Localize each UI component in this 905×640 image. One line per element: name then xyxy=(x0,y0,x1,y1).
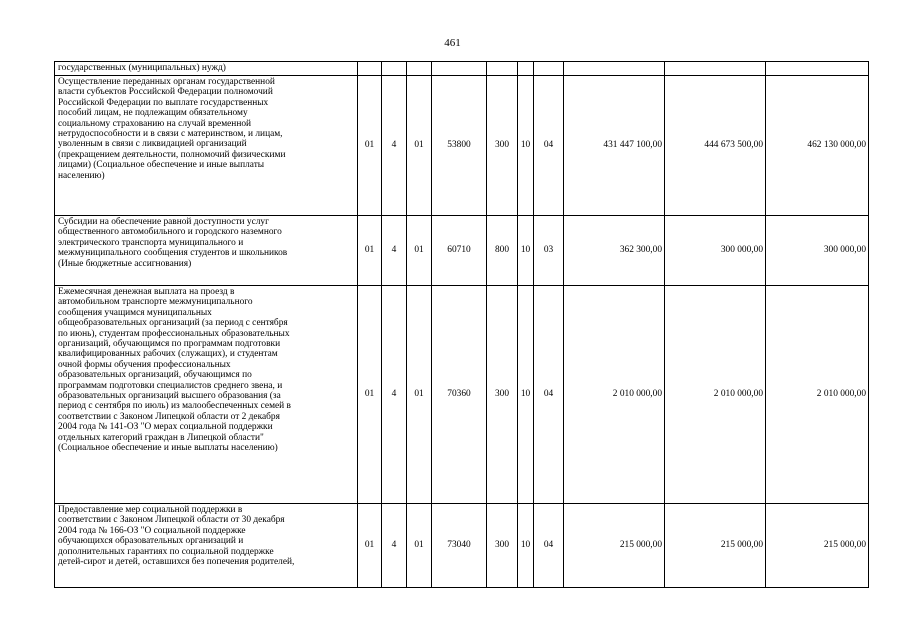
amount-year1-cell: 362 300,00 xyxy=(564,216,665,286)
page-number: 461 xyxy=(444,37,461,49)
direction-code-cell: 70360 xyxy=(432,286,487,504)
amount-year3-cell xyxy=(766,62,869,76)
direction-code-cell: 53800 xyxy=(432,76,487,216)
direction-code-cell: 60710 xyxy=(432,216,487,286)
subprogram-code-cell xyxy=(382,62,407,76)
section-cell: 10 xyxy=(518,76,534,216)
subsection-cell: 04 xyxy=(534,504,564,588)
row-description: Субсидии на обеспечение равной доступности услуг общественного автомобильного и городского наземного электрического транспорта муниципального и межмуниципального сообщения студентов и школьников (Иные бюджетные ассигнования) xyxy=(55,216,358,286)
subprogram-code-cell: 4 xyxy=(382,504,407,588)
main-activity-code-cell: 01 xyxy=(407,76,432,216)
budget-table-body xyxy=(55,62,869,588)
subprogram-code-cell: 4 xyxy=(382,286,407,504)
table-row xyxy=(55,216,869,286)
subsection-cell xyxy=(534,62,564,76)
table-row xyxy=(55,76,869,216)
amount-year3-cell: 300 000,00 xyxy=(766,216,869,286)
program-code-cell: 01 xyxy=(358,504,382,588)
amount-year2-cell: 444 673 500,00 xyxy=(665,76,766,216)
table-row xyxy=(55,504,869,588)
row-description: Осуществление переданных органам государственной власти субъектов Российской Федерации полномочий Российской Федерации по выплате государственных пособий лицам, не подлежащим обязательному социальному страхованию на случай временной нетрудоспособности и в связи с материнством, и лицам, уволенным в связи с ликвидацией организаций (прекращением деятельности, полномочий физическими лицами) (Социальное обеспечение и иные выплаты населению) xyxy=(55,76,358,216)
main-activity-code-cell: 01 xyxy=(407,504,432,588)
program-code-cell xyxy=(358,62,382,76)
section-cell: 10 xyxy=(518,504,534,588)
budget-table xyxy=(54,61,869,588)
main-activity-code-cell: 01 xyxy=(407,216,432,286)
program-code-cell: 01 xyxy=(358,216,382,286)
expense-type-cell: 300 xyxy=(487,504,518,588)
amount-year1-cell xyxy=(564,62,665,76)
subsection-cell: 04 xyxy=(534,76,564,216)
row-description: Предоставление мер социальной поддержки в соответствии с Законом Липецкой области от 30 декабря 2004 года № 166-ОЗ "О социальной поддержке обучающихся образовательных организаций и дополнительных гарантиях по социальной поддержке детей-сирот и детей, оставшихся без попечения родителей, xyxy=(55,504,358,588)
amount-year3-cell: 2 010 000,00 xyxy=(766,286,869,504)
row-description: Ежемесячная денежная выплата на проезд в автомобильном транспорте межмуниципального сообщения учащимся муниципальных общеобразовательных организаций (за период с сентября по июнь), студентам профессиональных образовательных организаций, обучающимся по программам подготовки квалифицированных рабочих (служащих), и студентам очной формы обучения профессиональных образовательных организаций, обучающимся по программам подготовки специалистов среднего звена, и образовательных организаций высшего образования (за период с сентября по июль) из малообеспеченных семей в соответствии с Законом Липецкой области от 2 декабря 2004 года № 141-ОЗ "О мерах социальной поддержки отдельных категорий граждан в Липецкой области" (Социальное обеспечение и иные выплаты населению) xyxy=(55,286,358,504)
expense-type-cell: 300 xyxy=(487,76,518,216)
amount-year2-cell: 215 000,00 xyxy=(665,504,766,588)
section-cell: 10 xyxy=(518,216,534,286)
subsection-cell: 04 xyxy=(534,286,564,504)
section-cell xyxy=(518,62,534,76)
subprogram-code-cell: 4 xyxy=(382,216,407,286)
amount-year3-cell: 215 000,00 xyxy=(766,504,869,588)
amount-year1-cell: 2 010 000,00 xyxy=(564,286,665,504)
program-code-cell: 01 xyxy=(358,76,382,216)
direction-code-cell xyxy=(432,62,487,76)
main-activity-code-cell: 01 xyxy=(407,286,432,504)
subprogram-code-cell: 4 xyxy=(382,76,407,216)
amount-year2-cell: 2 010 000,00 xyxy=(665,286,766,504)
section-cell: 10 xyxy=(518,286,534,504)
table-row xyxy=(55,286,869,504)
subsection-cell: 03 xyxy=(534,216,564,286)
expense-type-cell: 800 xyxy=(487,216,518,286)
amount-year1-cell: 431 447 100,00 xyxy=(564,76,665,216)
main-activity-code-cell xyxy=(407,62,432,76)
direction-code-cell: 73040 xyxy=(432,504,487,588)
amount-year3-cell: 462 130 000,00 xyxy=(766,76,869,216)
program-code-cell: 01 xyxy=(358,286,382,504)
amount-year2-cell xyxy=(665,62,766,76)
amount-year1-cell: 215 000,00 xyxy=(564,504,665,588)
expense-type-cell: 300 xyxy=(487,286,518,504)
table-row xyxy=(55,62,869,76)
amount-year2-cell: 300 000,00 xyxy=(665,216,766,286)
row-description: государственных (муниципальных) нужд) xyxy=(55,62,358,76)
expense-type-cell xyxy=(487,62,518,76)
